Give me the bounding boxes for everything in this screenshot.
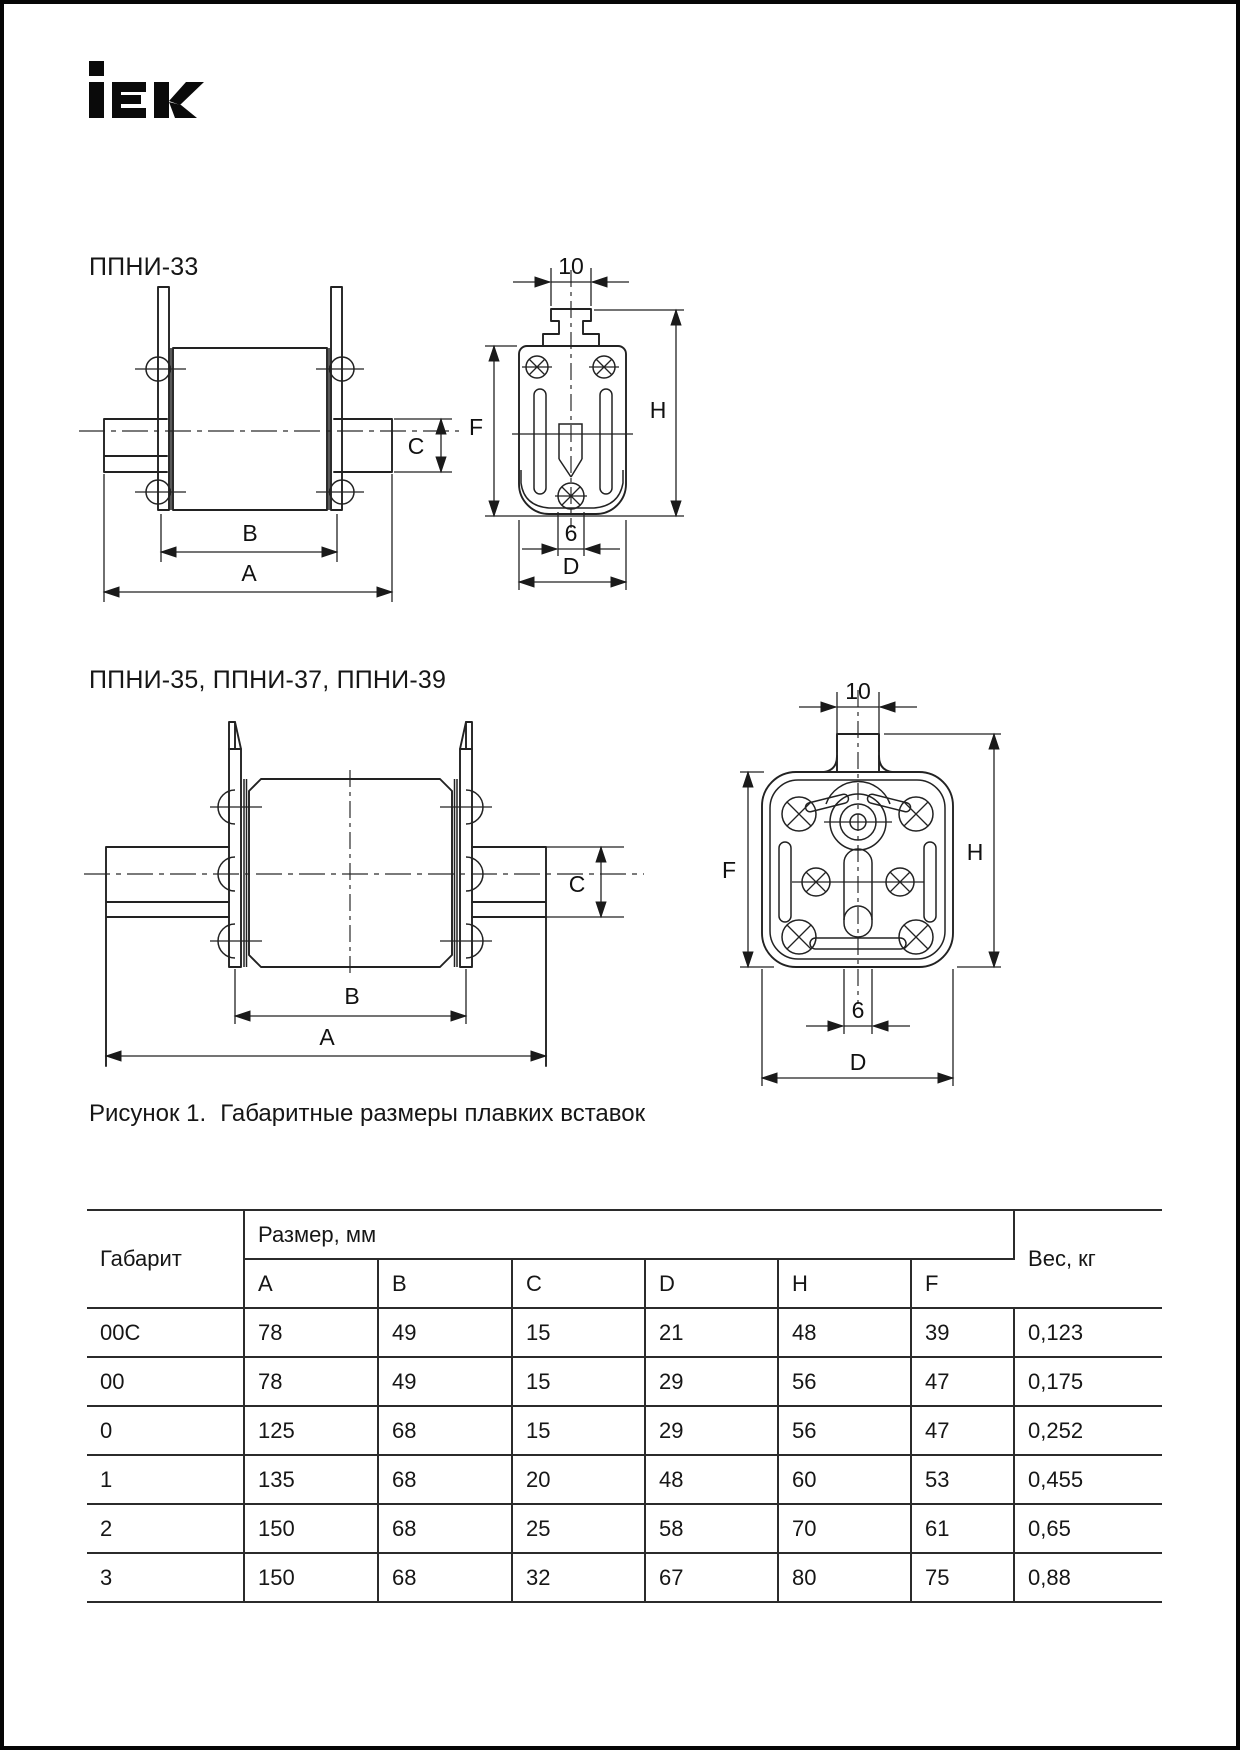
dim-d-label-1: D — [562, 553, 580, 579]
table-row — [87, 1504, 1162, 1553]
cell-a: 150 — [244, 1504, 378, 1553]
section-title-ppni-35-37-39: ППНИ-35, ППНИ-37, ППНИ-39 — [89, 666, 447, 694]
cell-c: 15 — [512, 1357, 645, 1406]
dim-6-label-2: 6 — [851, 997, 865, 1023]
col-header-size-group: Размер, мм — [244, 1210, 1014, 1259]
table-row — [87, 1406, 1162, 1455]
iek-logo — [89, 60, 204, 118]
cell-a: 78 — [244, 1308, 378, 1357]
cell-f: 39 — [911, 1308, 1014, 1357]
col-header-h: H — [778, 1259, 911, 1308]
dim-6-label-1: 6 — [564, 520, 578, 546]
cell-f: 75 — [911, 1553, 1014, 1602]
cell-a: 125 — [244, 1406, 378, 1455]
ppni35-side-view — [84, 722, 644, 1066]
table-header-row-2 — [87, 1259, 1162, 1308]
cell-weight: 0,455 — [1014, 1455, 1162, 1504]
col-header-f: F — [911, 1259, 1014, 1308]
cell-a: 78 — [244, 1357, 378, 1406]
cell-size: 1 — [87, 1455, 244, 1504]
dim-h-label-2: H — [966, 839, 984, 865]
cell-b: 49 — [378, 1308, 512, 1357]
figure-caption-label: Рисунок 1. — [89, 1100, 207, 1127]
cell-size: 3 — [87, 1553, 244, 1602]
cell-f: 53 — [911, 1455, 1014, 1504]
col-header-a: A — [244, 1259, 378, 1308]
cell-h: 56 — [778, 1406, 911, 1455]
dimensions-table — [87, 1209, 1162, 1603]
dim-f-label-2: F — [721, 857, 737, 883]
cell-c: 15 — [512, 1308, 645, 1357]
cell-size: 00C — [87, 1308, 244, 1357]
cell-h: 60 — [778, 1455, 911, 1504]
cell-b: 68 — [378, 1406, 512, 1455]
figure-caption-text: Габаритные размеры плавких вставок — [220, 1100, 646, 1127]
cell-a: 135 — [244, 1455, 378, 1504]
dim-b-label-1: B — [242, 520, 258, 546]
cell-f: 61 — [911, 1504, 1014, 1553]
ppni33-side-view — [79, 287, 459, 602]
cell-b: 49 — [378, 1357, 512, 1406]
cell-d: 58 — [645, 1504, 778, 1553]
dim-c-label-2: C — [568, 871, 586, 897]
cell-c: 15 — [512, 1406, 645, 1455]
dim-d-label-2: D — [849, 1049, 867, 1075]
col-header-weight: Вес, кг — [1014, 1210, 1162, 1308]
cell-h: 80 — [778, 1553, 911, 1602]
cell-c: 20 — [512, 1455, 645, 1504]
cell-h: 48 — [778, 1308, 911, 1357]
cell-d: 29 — [645, 1357, 778, 1406]
dim-10-label-1: 10 — [558, 253, 584, 279]
cell-size: 2 — [87, 1504, 244, 1553]
cell-weight: 0,88 — [1014, 1553, 1162, 1602]
drawing-ppni-35-37-39 — [4, 674, 1034, 1094]
table-row — [87, 1357, 1162, 1406]
table-row — [87, 1308, 1162, 1357]
cell-b: 68 — [378, 1553, 512, 1602]
dim-b-label-2: B — [344, 983, 360, 1009]
cell-weight: 0,123 — [1014, 1308, 1162, 1357]
cell-f: 47 — [911, 1406, 1014, 1455]
cell-d: 48 — [645, 1455, 778, 1504]
dim-10-label-2: 10 — [845, 678, 871, 704]
cell-h: 70 — [778, 1504, 911, 1553]
cell-weight: 0,252 — [1014, 1406, 1162, 1455]
cell-weight: 0,175 — [1014, 1357, 1162, 1406]
cell-size: 00 — [87, 1357, 244, 1406]
cell-d: 21 — [645, 1308, 778, 1357]
dim-c-label-1: C — [407, 433, 425, 459]
cell-c: 25 — [512, 1504, 645, 1553]
col-header-b: B — [378, 1259, 512, 1308]
dim-a-label-2: A — [319, 1024, 335, 1050]
col-header-gabarit: Габарит — [87, 1210, 244, 1308]
table-row — [87, 1455, 1162, 1504]
section-title-ppni-33: ППНИ-33 — [89, 253, 199, 281]
cell-d: 67 — [645, 1553, 778, 1602]
dim-f-label-1: F — [468, 414, 484, 440]
cell-h: 56 — [778, 1357, 911, 1406]
cell-weight: 0,65 — [1014, 1504, 1162, 1553]
ppni33-front-view — [469, 253, 684, 590]
iek-logo-glyphs — [89, 61, 204, 118]
table-header-row-1 — [87, 1210, 1162, 1259]
dim-a-label-1: A — [241, 560, 257, 586]
cell-c: 32 — [512, 1553, 645, 1602]
figure-caption — [89, 1100, 645, 1128]
col-header-c: C — [512, 1259, 645, 1308]
cell-b: 68 — [378, 1504, 512, 1553]
ppni35-front-view — [722, 678, 1001, 1086]
cell-a: 150 — [244, 1553, 378, 1602]
cell-b: 68 — [378, 1455, 512, 1504]
cell-size: 0 — [87, 1406, 244, 1455]
cell-d: 29 — [645, 1406, 778, 1455]
drawing-ppni-33 — [4, 214, 764, 624]
dim-h-label-1: H — [649, 397, 667, 423]
cell-f: 47 — [911, 1357, 1014, 1406]
col-header-d: D — [645, 1259, 778, 1308]
table-row — [87, 1553, 1162, 1602]
